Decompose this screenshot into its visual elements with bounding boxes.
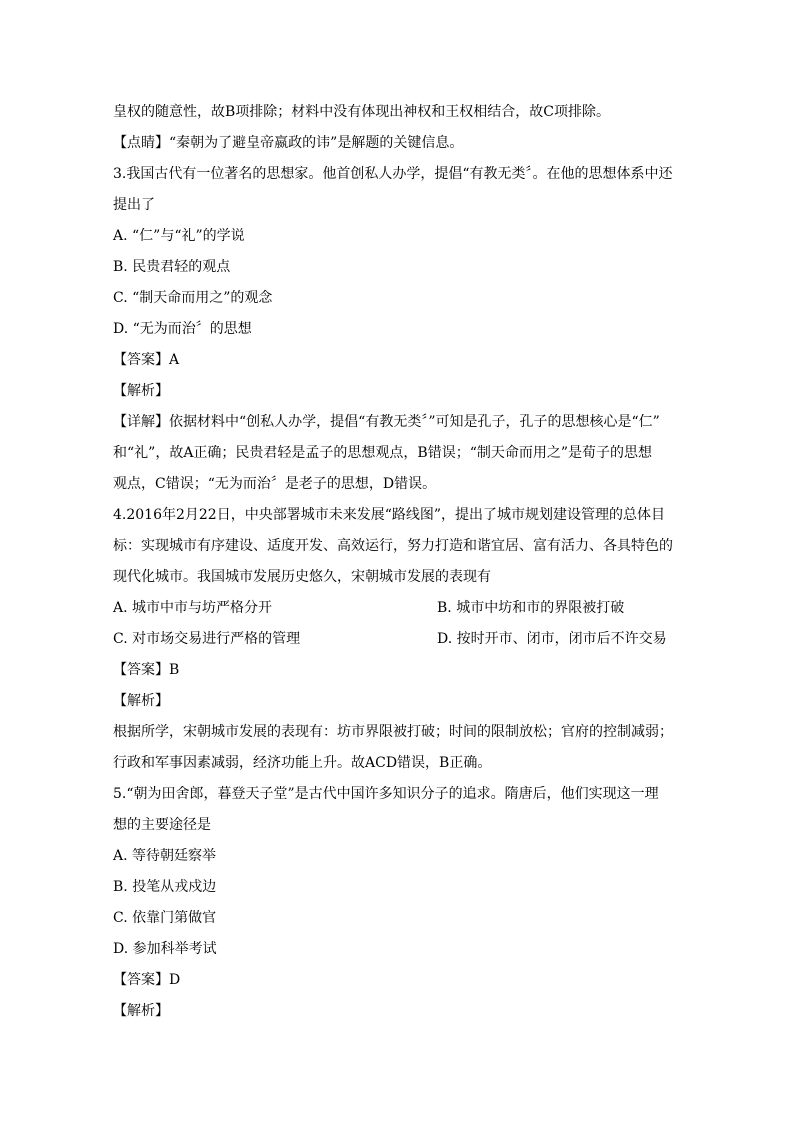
text-line: 根据所学，宋朝城市发展的表现有：坊市界限被打破；时间的限制放松；官府的控制减弱； — [113, 724, 673, 740]
text-line: 【解析】 — [113, 383, 169, 399]
q4-option-a: A. 城市中市与坊严格分开 — [113, 600, 273, 616]
text-line: 5.“朝为田舍郎，暮登天子堂”是古代中国许多知识分子的追求。隋唐后，他们实现这一理 — [113, 786, 659, 802]
text-line: 【解析】 — [113, 1003, 169, 1019]
q4-option-b: B. 城市中坊和市的界限被打破 — [437, 600, 625, 616]
text-line: C. 依靠门第做官 — [113, 910, 217, 926]
text-line: 和“礼”，故A正确；民贵君轻是孟子的思想观点，B错误；“制天命而用之”是荀子的思想 — [113, 445, 653, 461]
text-line: B. 民贵君轻的观点 — [113, 259, 231, 275]
text-line: 观点，C错误；“无为而治〞是老子的思想，D错误。 — [113, 476, 437, 492]
text-line: B. 投笔从戎戍边 — [113, 879, 217, 895]
text-line: 【详解】依据材料中“创私人办学，提倡“有教无类〞”可知是孔子，孔子的思想核心是“仁” — [113, 414, 660, 430]
text-line: 【解析】 — [113, 693, 169, 709]
text-line: 皇权的随意性，故B项排除；材料中没有体现出神权和王权相结合，故C项排除。 — [113, 104, 610, 120]
text-line: 4.2016年2月22日，中央部署城市未来发展“路线图”，提出了城市规划建设管理的总体目 — [113, 507, 666, 523]
text-line: 想的主要途径是 — [113, 817, 211, 833]
q4-option-d: D. 按时开市、闭市，闭市后不许交易 — [437, 631, 667, 647]
text-line: 3.我国古代有一位著名的思想家。他首创私人办学，提倡“有教无类〞。在他的思想体系中还 — [113, 166, 673, 182]
text-line: D. “无为而治〞的思想 — [113, 321, 252, 337]
text-line: D. 参加科举考试 — [113, 941, 217, 957]
text-line: 【答案】D — [113, 972, 181, 988]
text-line: A. 等待朝廷察举 — [113, 848, 217, 864]
text-line: 现代化城市。我国城市发展历史悠久，宋朝城市发展的表现有 — [113, 569, 491, 585]
text-line: A. “仁”与“礼”的学说 — [113, 228, 245, 244]
text-line: 提出了 — [113, 197, 155, 213]
text-line: 【答案】A — [113, 352, 180, 368]
text-line: 行政和军事因素减弱，经济功能上升。故ACD错误，B正确。 — [113, 755, 492, 771]
text-line: 【答案】B — [113, 662, 180, 678]
text-line: C. “制天命而用之”的观念 — [113, 290, 273, 306]
text-line: 【点睛】“秦朝为了避皇帝嬴政的讳”是解题的关键信息。 — [113, 135, 464, 151]
text-line: 标：实现城市有序建设、适度开发、高效运行，努力打造和谐宜居、富有活力、各具特色的 — [113, 538, 673, 554]
q4-option-c: C. 对市场交易进行严格的管理 — [113, 631, 301, 647]
